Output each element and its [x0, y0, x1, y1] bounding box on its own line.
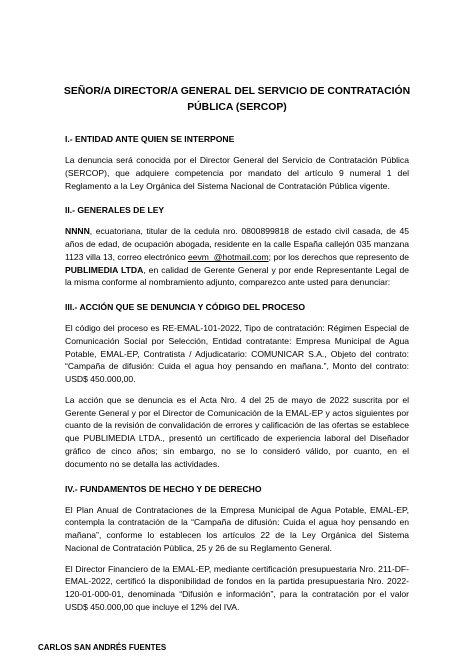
- section-4-heading: IV.- FUNDAMENTOS DE HECHO Y DE DERECHO: [65, 483, 262, 494]
- section-2-text-a: , ecuatoriana, titular de la cedula nro. 0800899818 de estado civil casada, de 45 años de edad, de ocupación abogada, residente en la calle España callejón 035 manzana 1123 villa 13, correo electrónico: [65, 226, 409, 262]
- email-link[interactable]: eevm_@hotmail.com: [187, 251, 269, 262]
- document-title: [60, 84, 414, 116]
- footer-author: CARLOS SAN ANDRÉS FUENTES: [38, 643, 167, 652]
- section-1-heading: I.- ENTIDAD ANTE QUIEN SE INTERPONE: [65, 134, 235, 144]
- section-3-paragraph-1: El código del proceso es RE-EMAL-101-2022, Tipo de contratación: Régimen Especial de Comunicación Social por Selección, Entidad contratante: Empresa Municipal de Agua Potable, EMAL-EP, Contratista / Adjudicatario: COMUNICAR S.A., Objeto del contrato: “Campaña de difusión: Cuida el agua hoy pensando en mañana.”, Monto del contrato: USD$ 450.000,00.: [65, 323, 409, 385]
- section-2-heading: II.- GENERALES DE LEY: [65, 205, 165, 216]
- title-line-2: PÚBLICA (SERCOP): [187, 102, 287, 113]
- section-2-text-b: ; por los derechos que represento de: [268, 251, 409, 262]
- complainant-name: NNNN: [65, 226, 90, 237]
- section-1-paragraph: La denuncia será conocida por el Director General del Servicio de Contratación Pública (SERCOP), que adquiere competencia por mandato del artículo 9 numeral 1 del Reglamento a la Ley Orgánica del Sistema Nacional de Contratación Pública vigente.: [65, 155, 409, 191]
- section-2-paragraph: [65, 225, 409, 289]
- section-2-text-c: , en calidad de Gerente General y por ende Representante Legal de la misma conforme al nombramiento adjunto, comparezco ante usted para denunciar:: [65, 264, 410, 288]
- section-3-heading: III.- ACCIÓN QUE SE DENUNCIA Y CÓDIGO DEL PROCESO: [65, 302, 306, 313]
- company-name: PUBLIMEDIA LTDA: [65, 264, 144, 275]
- title-line-1: SEÑOR/A DIRECTOR/A GENERAL DEL SERVICIO DE CONTRATACIÓN: [63, 86, 411, 97]
- section-4-paragraph-1: El Plan Anual de Contrataciones de la Empresa Municipal de Agua Potable, EMAL-EP, contempla la contratación de la “Campaña de difusión: Cuida el agua hoy pensando en mañana”, conforme lo establecen los artículos 22 de la Ley Orgánica del Sistema Nacional de Contratación Pública, 25 y 26 de su Reglamento General.: [65, 504, 409, 553]
- section-3-paragraph-2: La acción que se denuncia es el Acta Nro. 4 del 25 de mayo de 2022 suscrita por el Gerente General y por el Director de Comunicación de la EMAL-EP y actos siguientes por cuanto de la revisión de convalidación de errores y calificación de las ofertas se establece que PUBLIMEDIA LTDA., presentó un certificado de experiencia laboral del Diseñador gráfico de cinco años; sin embargo, no se lo consideró válido, por cuanto, en el documento no se detalla las actividades.: [65, 394, 409, 469]
- section-4-paragraph-2: El Director Financiero de la EMAL-EP, mediante certificación presupuestaria Nro. 211-DF-EMAL-2022, certificó la disponibilidad de fondos en la partida presupuestaria Nro. 2022-120-01-000-01, denominada “Difusión e información”, para la contratación por el valor USD$ 450.000,00 que incluye el 12% del IVA.: [65, 563, 409, 612]
